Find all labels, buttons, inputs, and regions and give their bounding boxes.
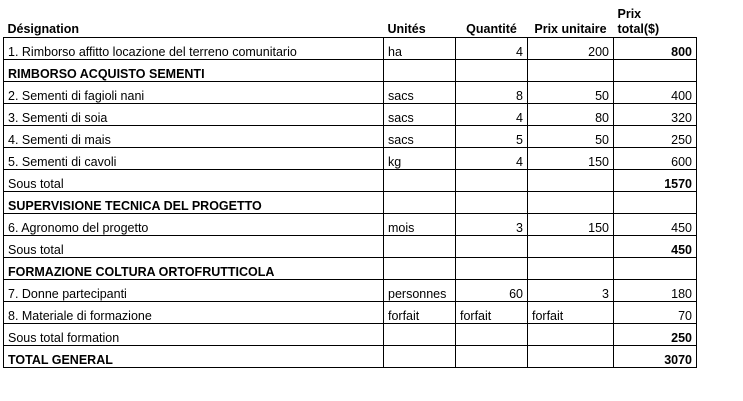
table-body [4, 38, 697, 368]
cell-empty[interactable] [384, 258, 456, 280]
budget-table [3, 0, 697, 368]
cell-empty[interactable] [384, 60, 456, 82]
cell-quantite[interactable]: 8 [456, 82, 528, 104]
cell-prix-total[interactable]: 3070 [614, 346, 697, 368]
table-row [4, 104, 697, 126]
cell-quantite[interactable]: 4 [456, 38, 528, 60]
cell-prix-total[interactable]: 450 [614, 236, 697, 258]
cell-designation[interactable]: 6. Agronomo del progetto [4, 214, 384, 236]
cell-prix-unitaire[interactable]: 50 [528, 126, 614, 148]
cell-designation[interactable]: Sous total [4, 236, 384, 258]
cell-unite[interactable] [384, 324, 456, 346]
cell-prix-total[interactable]: 600 [614, 148, 697, 170]
cell-prix-total[interactable]: 1570 [614, 170, 697, 192]
cell-quantite[interactable] [456, 236, 528, 258]
cell-prix-unitaire[interactable]: 3 [528, 280, 614, 302]
header-unites[interactable]: Unités [387, 21, 426, 36]
header-prix-unitaire[interactable]: Prix unitaire [534, 21, 607, 36]
header-prix-total[interactable] [614, 0, 697, 38]
cell-empty[interactable] [614, 192, 697, 214]
table-row [4, 280, 697, 302]
table-row [4, 148, 697, 170]
cell-designation[interactable]: Sous total [4, 170, 384, 192]
header-quantite[interactable]: Quantité [466, 21, 517, 36]
header-prix-total-line2: total($) [617, 21, 660, 36]
cell-prix-total[interactable]: 400 [614, 82, 697, 104]
table-row [4, 170, 697, 192]
cell-quantite[interactable] [456, 170, 528, 192]
cell-empty[interactable] [456, 192, 528, 214]
cell-prix-total[interactable]: 450 [614, 214, 697, 236]
cell-quantite[interactable] [456, 346, 528, 368]
cell-prix-unitaire[interactable]: 50 [528, 82, 614, 104]
cell-designation[interactable]: 7. Donne partecipanti [4, 280, 384, 302]
table-row [4, 126, 697, 148]
cell-prix-unitaire[interactable]: 150 [528, 148, 614, 170]
section-row [4, 192, 697, 214]
table-row [4, 236, 697, 258]
table-row [4, 214, 697, 236]
cell-unite[interactable] [384, 170, 456, 192]
cell-prix-total[interactable]: 180 [614, 280, 697, 302]
cell-prix-total[interactable]: 250 [614, 126, 697, 148]
cell-designation[interactable]: 8. Materiale di formazione [4, 302, 384, 324]
cell-unite[interactable]: sacs [384, 126, 456, 148]
cell-prix-unitaire[interactable] [528, 170, 614, 192]
cell-unite[interactable]: kg [384, 148, 456, 170]
cell-prix-unitaire[interactable]: 150 [528, 214, 614, 236]
cell-designation[interactable]: 5. Sementi di cavoli [4, 148, 384, 170]
cell-empty[interactable] [614, 258, 697, 280]
cell-quantite[interactable]: 5 [456, 126, 528, 148]
cell-prix-total[interactable]: 800 [614, 38, 697, 60]
cell-prix-unitaire[interactable]: forfait [528, 302, 614, 324]
cell-designation[interactable]: RIMBORSO ACQUISTO SEMENTI [4, 60, 384, 82]
cell-designation[interactable]: 4. Sementi di mais [4, 126, 384, 148]
cell-quantite[interactable]: 4 [456, 148, 528, 170]
table-row [4, 302, 697, 324]
cell-unite[interactable]: personnes [384, 280, 456, 302]
cell-unite[interactable]: sacs [384, 104, 456, 126]
table-row [4, 324, 697, 346]
cell-prix-total[interactable]: 70 [614, 302, 697, 324]
cell-designation[interactable]: Sous total formation [4, 324, 384, 346]
table-row [4, 346, 697, 368]
cell-empty[interactable] [528, 192, 614, 214]
cell-prix-unitaire[interactable]: 200 [528, 38, 614, 60]
cell-prix-unitaire[interactable] [528, 236, 614, 258]
cell-unite[interactable]: mois [384, 214, 456, 236]
cell-quantite[interactable]: 60 [456, 280, 528, 302]
cell-prix-unitaire[interactable] [528, 346, 614, 368]
cell-unite[interactable]: forfait [384, 302, 456, 324]
header-row [4, 0, 697, 38]
section-row [4, 60, 697, 82]
cell-unite[interactable]: ha [384, 38, 456, 60]
cell-empty[interactable] [456, 258, 528, 280]
table-row [4, 38, 697, 60]
cell-designation[interactable]: 1. Rimborso affitto locazione del terreno comunitario [4, 38, 384, 60]
cell-unite[interactable] [384, 236, 456, 258]
cell-designation[interactable]: SUPERVISIONE TECNICA DEL PROGETTO [4, 192, 384, 214]
cell-prix-total[interactable]: 250 [614, 324, 697, 346]
section-row [4, 258, 697, 280]
cell-empty[interactable] [528, 60, 614, 82]
header-designation[interactable]: Désignation [7, 21, 80, 36]
cell-designation[interactable]: 2. Sementi di fagioli nani [4, 82, 384, 104]
table-row [4, 82, 697, 104]
cell-prix-unitaire[interactable]: 80 [528, 104, 614, 126]
cell-prix-total[interactable]: 320 [614, 104, 697, 126]
cell-quantite[interactable]: 3 [456, 214, 528, 236]
cell-empty[interactable] [528, 258, 614, 280]
cell-empty[interactable] [456, 60, 528, 82]
cell-prix-unitaire[interactable] [528, 324, 614, 346]
cell-designation[interactable]: 3. Sementi di soia [4, 104, 384, 126]
cell-quantite[interactable] [456, 324, 528, 346]
cell-unite[interactable]: sacs [384, 82, 456, 104]
cell-designation[interactable]: TOTAL GENERAL [4, 346, 384, 368]
cell-empty[interactable] [384, 192, 456, 214]
cell-unite[interactable] [384, 346, 456, 368]
cell-designation[interactable]: FORMAZIONE COLTURA ORTOFRUTTICOLA [4, 258, 384, 280]
budget-table-container [3, 0, 743, 368]
cell-quantite[interactable]: forfait [456, 302, 528, 324]
cell-quantite[interactable]: 4 [456, 104, 528, 126]
cell-empty[interactable] [614, 60, 697, 82]
header-prix-total-line1: Prix [617, 7, 642, 22]
